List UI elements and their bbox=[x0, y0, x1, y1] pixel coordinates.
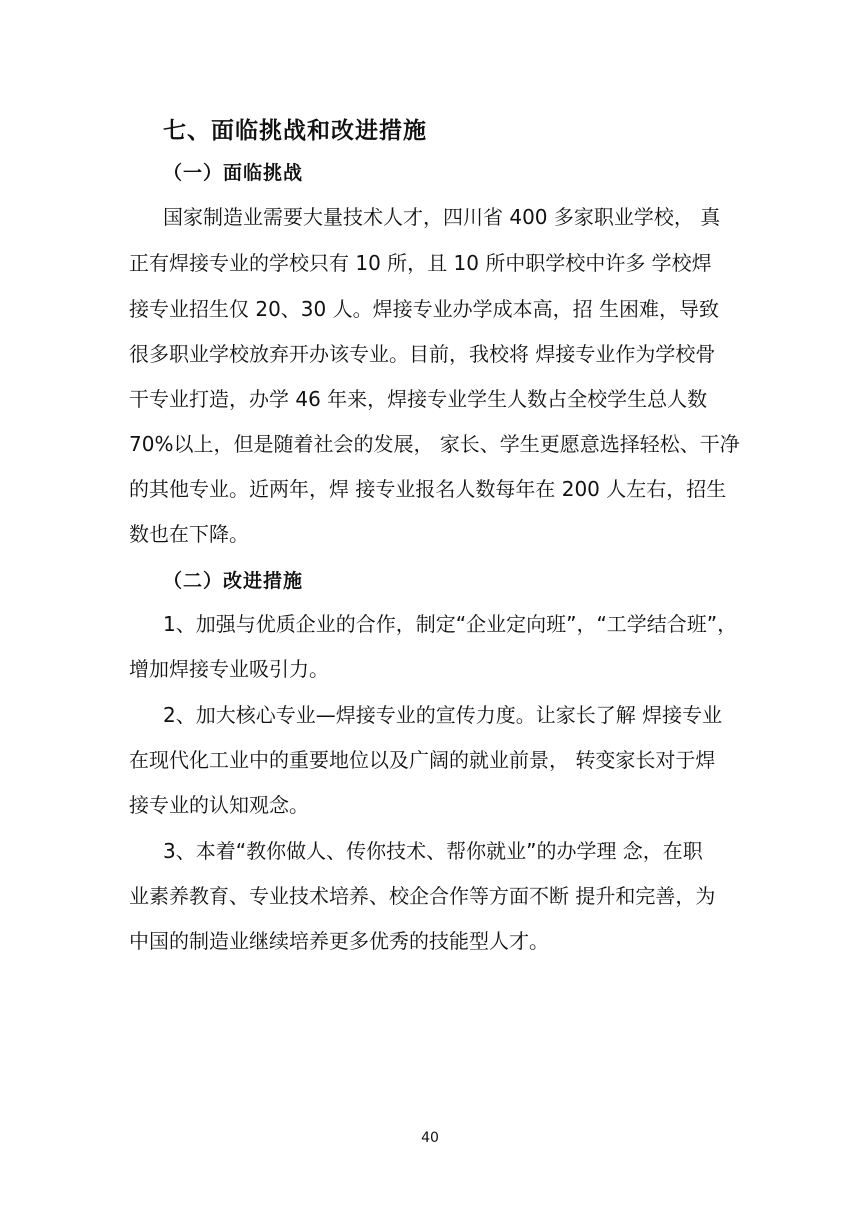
paragraph-line: 的其他专业。近两年，焊 接专业报名人数每年在 200 人左右，招生 bbox=[129, 477, 727, 501]
paragraph-line: 很多职业学校放弃开办该专业。目前，我校将 焊接专业作为学校骨 bbox=[129, 342, 716, 366]
paragraph-line: 70%以上，但是随着社会的发展， 家长、学生更愿意选择轻松、干净 bbox=[129, 432, 740, 456]
paragraph-line: 国家制造业需要大量技术人才，四川省 400 多家职业学校， 真 bbox=[163, 205, 721, 229]
paragraph-line: 数也在下降。 bbox=[129, 522, 249, 546]
list-item-line: 接专业的认知观念。 bbox=[129, 793, 309, 817]
section-heading-measures: （二）改进措施 bbox=[163, 570, 304, 592]
paragraph-line: 正有焊接专业的学校只有 10 所，且 10 所中职学校中许多 学校焊 bbox=[129, 251, 712, 275]
paragraph-line: 干专业打造，办学 46 年来，焊接专业学生人数占全校学生总人数 bbox=[129, 387, 708, 411]
list-item-line: 1、加强与优质企业的合作，制定“企业定向班”，“工学结合班”， bbox=[163, 612, 738, 636]
list-item-line: 增加焊接专业吸引力。 bbox=[129, 657, 329, 681]
section-heading-challenges: （一）面临挑战 bbox=[163, 162, 304, 184]
list-item-line: 中国的制造业继续培养更多优秀的技能型人才。 bbox=[129, 929, 549, 953]
page-number: 40 bbox=[421, 1130, 439, 1146]
list-item-line: 2、加大核心专业—焊接专业的宣传力度。让家长了解 焊接专业 bbox=[163, 703, 723, 727]
list-item-line: 在现代化工业中的重要地位以及广阔的就业前景， 转变家长对于焊 bbox=[129, 748, 716, 772]
chapter-heading: 七、面临挑战和改进措施 bbox=[163, 118, 427, 144]
list-item-line: 业素养教育、专业技术培养、校企合作等方面不断 提升和完善，为 bbox=[129, 884, 716, 908]
paragraph-line: 接专业招生仅 20、30 人。焊接专业办学成本高，招 生困难，导致 bbox=[129, 297, 719, 321]
list-item-line: 3、本着“教你做人、传你技术、帮你就业”的办学理 念，在职 bbox=[163, 839, 703, 863]
